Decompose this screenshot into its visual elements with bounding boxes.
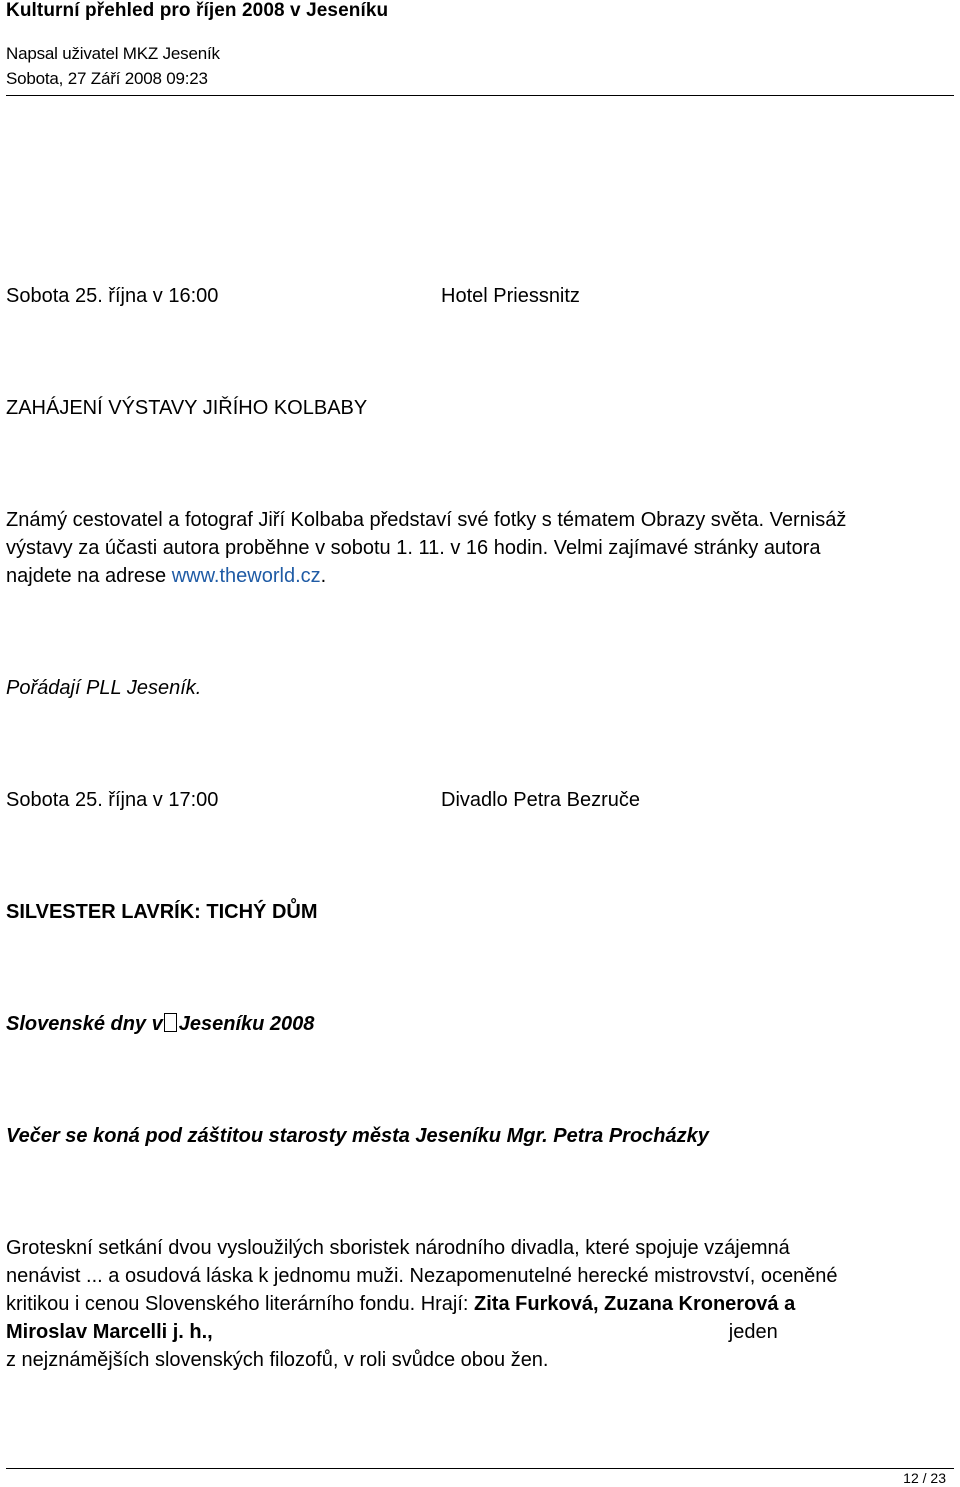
event1-when: Sobota 25. října v 16:00 (6, 285, 219, 307)
event2-patronage: Večer se koná pod záštitou starosty města Jeseníku Mgr. Petra Procházky (6, 1125, 709, 1147)
event2-desc-text: kritikou i cenou Slovenského literárního fondu. Hrají: (6, 1293, 475, 1315)
event1-organizer: Pořádají PLL Jeseník. (6, 677, 202, 699)
event2-desc-text: jeden (728, 1321, 778, 1343)
series-text: Slovenské dny v (6, 1013, 163, 1035)
event1-where: Hotel Priessnitz (441, 285, 580, 307)
event2-desc-line: Groteskní setkání dvou vysloužilých sboristek národního divadla, které spojuje vzájemná (6, 1237, 790, 1259)
event2-desc-line: z nejznámějších slovenských filozofů, v roli svůdce obou žen. (6, 1349, 549, 1371)
page-title: Kulturní přehled pro říjen 2008 v Jeseníku (6, 0, 389, 21)
page-number: 12 / 23 (903, 1470, 946, 1486)
event2-heading: SILVESTER LAVRÍK: TICHÝ DŮM (6, 901, 318, 923)
series-text: Jeseníku 2008 (178, 1013, 315, 1035)
missing-glyph-icon (164, 1013, 177, 1032)
event1-description (6, 506, 951, 590)
event2-when: Sobota 25. října v 17:00 (6, 789, 219, 811)
event2-desc-line (6, 1290, 951, 1318)
event1-desc-line: výstavy za účasti autora proběhne v sobotu 1. 11. v 16 hodin. Velmi zajímavé stránky autora (6, 537, 821, 559)
cast-names: Zita Furková, Zuzana Kronerová a (474, 1293, 796, 1315)
event2-where: Divadlo Petra Bezruče (441, 789, 640, 811)
event2-series (6, 1010, 314, 1038)
cast-names: Miroslav Marcelli j. h., (6, 1321, 213, 1343)
event2-desc-line: nenávist ... a osudová láska k jednomu muži. Nezapomenutelné herecké mistrovství, oceněné (6, 1265, 838, 1287)
event1-heading: ZAHÁJENÍ VÝSTAVY JIŘÍHO KOLBABY (6, 397, 368, 419)
theworld-link[interactable]: www.theworld.cz (171, 565, 321, 587)
event2-desc-line (6, 1318, 951, 1346)
event1-desc-line: Známý cestovatel a fotograf Jiří Kolbaba představí své fotky s tématem Obrazy světa. Vernisáž (6, 509, 847, 531)
event2-description (6, 1234, 951, 1374)
author-line: Napsal uživatel MKZ Jeseník (6, 44, 220, 63)
date-line: Sobota, 27 Září 2008 09:23 (6, 69, 208, 88)
header-divider (6, 95, 954, 96)
event1-desc-text: . (320, 565, 327, 587)
event1-desc-text: najdete na adrese (6, 565, 172, 587)
event1-desc-line (6, 562, 951, 590)
footer-divider (6, 1468, 954, 1469)
